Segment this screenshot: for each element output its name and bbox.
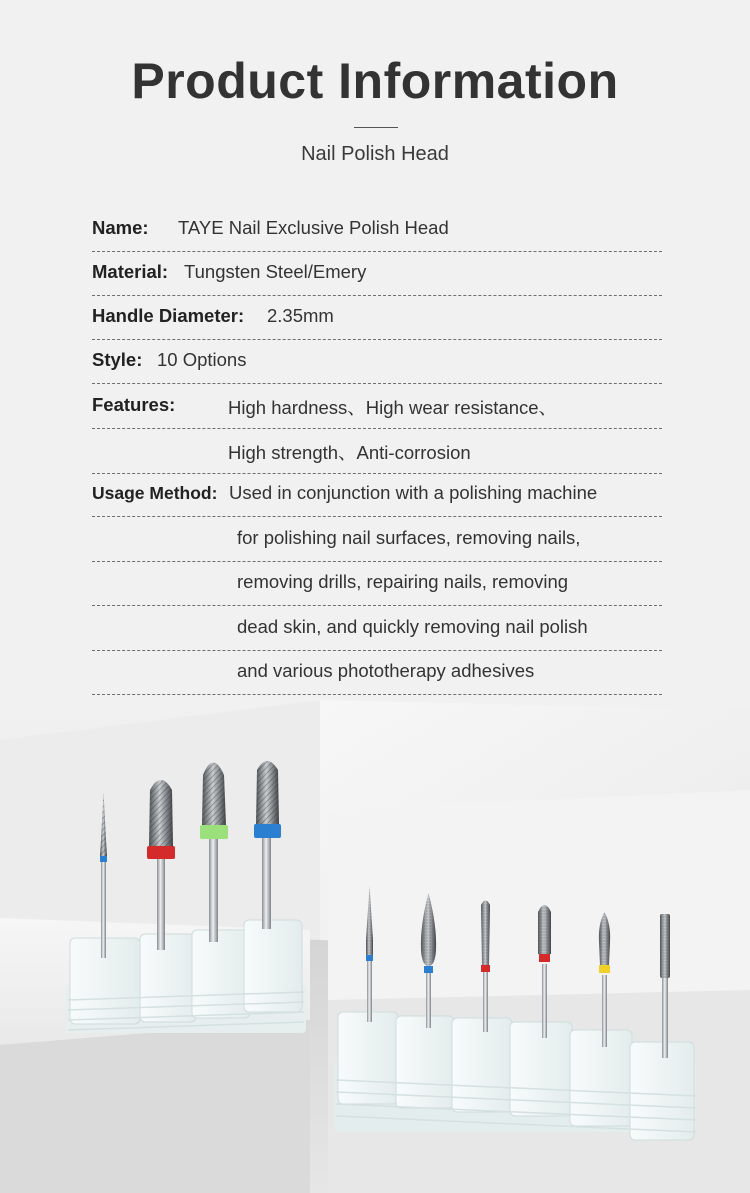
spec-value-material: Tungsten Steel/Emery [184, 261, 367, 282]
spec-value-usage-1: Used in conjunction with a polishing machine [229, 482, 598, 503]
spec-row-usage-cont-1 [92, 517, 662, 562]
spec-row-features [92, 384, 662, 429]
spec-label-features: Features: [92, 394, 176, 415]
spec-row-style [92, 339, 662, 384]
spec-label-style: Style: [92, 349, 143, 370]
spec-row-features-cont [92, 429, 662, 474]
spec-value-usage-2: for polishing nail surfaces, removing nails, [237, 527, 581, 548]
product-photo [0, 700, 750, 1193]
spec-value-features-2: High strength、Anti-corrosion [228, 442, 471, 463]
page-subtitle: Nail Polish Head [301, 143, 449, 165]
spec-row-name [92, 207, 662, 252]
spec-value-features-1: High hardness、High wear resistance、 [228, 397, 558, 418]
spec-label-usage: Usage Method: [92, 483, 218, 503]
spec-value-usage-3: removing drills, repairing nails, removing [237, 571, 569, 592]
title-divider [354, 127, 398, 128]
spec-value-style: 10 Options [157, 349, 247, 370]
spec-value-handle: 2.35mm [267, 305, 334, 326]
spec-row-usage-cont-2 [92, 561, 662, 606]
spec-value-usage-5: and various phototherapy adhesives [237, 660, 535, 681]
spec-row-usage-cont-3 [92, 606, 662, 651]
spec-label-handle: Handle Diameter: [92, 305, 245, 326]
spec-row-handle [92, 295, 662, 340]
spec-row-usage [92, 472, 662, 517]
page-title: Product Information [131, 53, 619, 109]
spec-value-name: TAYE Nail Exclusive Polish Head [178, 217, 449, 238]
spec-row-usage-cont-4 [92, 650, 662, 695]
spec-label-material: Material: [92, 261, 169, 282]
spec-label-name: Name: [92, 217, 149, 238]
spec-value-usage-4: dead skin, and quickly removing nail polish [237, 616, 588, 637]
spec-row-material [92, 251, 662, 296]
